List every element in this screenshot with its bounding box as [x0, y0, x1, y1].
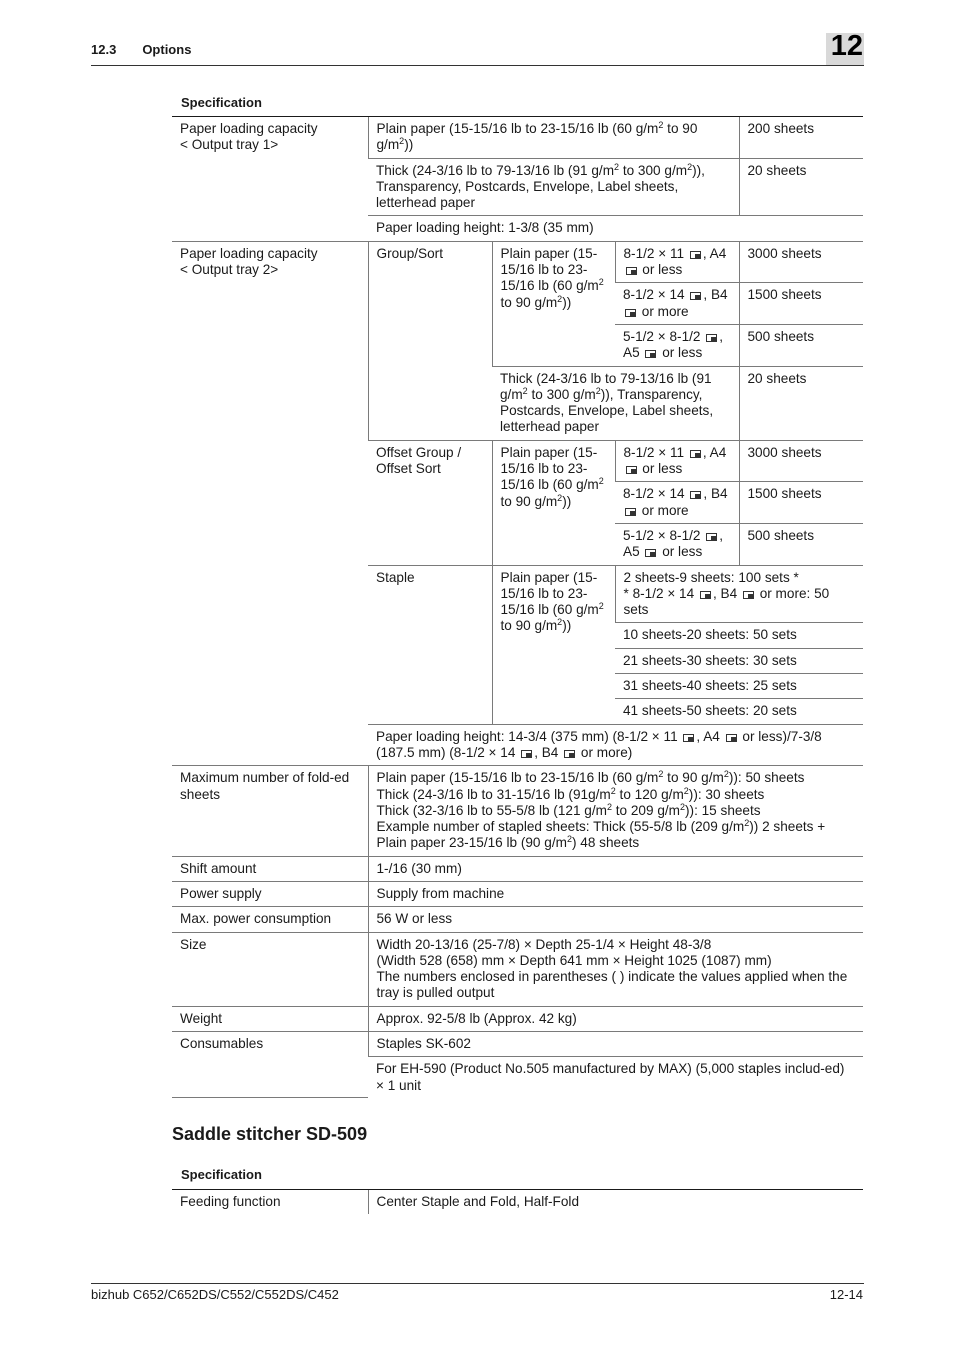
landscape-paper-icon — [690, 450, 701, 458]
paper-size: 5-1/2 × 8-1/2 , A5 or less — [615, 324, 739, 366]
landscape-paper-icon — [564, 750, 575, 758]
row-label: Feeding function — [172, 1190, 368, 1215]
paper-type: Plain paper (15-15/16 lb to 23-15/16 lb (60 $g/m^2$ to 90 $g/m^2$)) — [492, 440, 615, 565]
landscape-paper-icon — [645, 350, 656, 358]
page-number: 12-14 — [829, 1287, 863, 1302]
spec-value: 3000 sheets — [739, 241, 863, 283]
section-title: Options — [142, 42, 192, 57]
landscape-paper-icon — [700, 591, 711, 599]
table-row — [172, 117, 863, 159]
paper-type: Plain paper (15-15/16 lb to 23-15/16 lb (60 $g/m^2$ to 90 $g/m^2$)) — [492, 565, 615, 724]
row-label: Max. power consumption — [172, 907, 368, 932]
row-label: Consumables — [172, 1032, 368, 1098]
spec-value: 500 sheets — [739, 523, 863, 565]
spec-value: 200 sheets — [739, 117, 863, 159]
table-row — [172, 241, 863, 283]
spec-value: 1500 sheets — [739, 482, 863, 524]
paper-type: Thick (24-3/16 lb to 79-13/16 lb (91 $g/m^2$ to 300 $g/m^2$)), Transparency, Postcards, Envelope, Label sheets, letterhead paper — [492, 366, 739, 440]
mode-label: Offset Group / Offset Sort — [368, 440, 492, 565]
landscape-paper-icon — [743, 591, 754, 599]
spec-value: 1500 sheets — [739, 283, 863, 325]
spec-label: Specification — [181, 95, 262, 110]
mode-label: Group/Sort — [368, 241, 492, 440]
landscape-paper-icon — [706, 533, 717, 541]
landscape-paper-icon — [690, 491, 701, 499]
spec-value: Thick (24-3/16 lb to 79-13/16 lb (91 $g/m^2$ to 300 $g/m^2$)), Transparency, Postcards, Envelope, Label sheets, letterhead paper — [368, 158, 739, 216]
landscape-paper-icon — [683, 734, 694, 742]
table-row — [172, 1190, 863, 1215]
paper-size: 8-1/2 × 11 , A4 or less — [615, 440, 739, 482]
staple-capacity: 41 sheets-50 sheets: 20 sets — [615, 699, 863, 724]
row-label: Shift amount — [172, 856, 368, 881]
landscape-paper-icon — [521, 750, 532, 758]
row-label: Paper loading capacity < Output tray 1> — [172, 117, 368, 242]
spec-value: Staples SK-602 — [368, 1032, 863, 1057]
section-heading: Saddle stitcher SD-509 — [172, 1124, 368, 1144]
spec-value: Paper loading height: 1-3/8 (35 mm) — [368, 216, 863, 241]
chapter-badge — [826, 30, 864, 65]
table-row — [172, 1006, 863, 1031]
landscape-paper-icon — [690, 251, 701, 259]
landscape-paper-icon — [625, 508, 636, 516]
spec-table — [172, 1189, 863, 1214]
row-label: Size — [172, 932, 368, 1006]
spec-value: 20 sheets — [739, 158, 863, 216]
staple-capacity: 31 sheets-40 sheets: 25 sets — [615, 674, 863, 699]
header-rule — [91, 65, 864, 66]
row-label: Power supply — [172, 881, 368, 906]
spec-value: 500 sheets — [739, 324, 863, 366]
chapter-number: 12 — [830, 30, 863, 62]
row-label: Maximum number of fold-ed sheets — [172, 766, 368, 856]
footer-rule — [91, 1283, 864, 1284]
row-label: Paper loading capacity < Output tray 2> — [172, 241, 368, 765]
table-row — [172, 932, 863, 1006]
footer-model: bizhub C652/C652DS/C552/C552DS/C452 — [91, 1287, 339, 1302]
landscape-paper-icon — [645, 549, 656, 557]
table-row — [172, 907, 863, 932]
running-header — [91, 42, 191, 57]
section-number: 12.3 — [91, 42, 117, 57]
table-row — [172, 766, 863, 856]
table-row — [172, 1032, 863, 1057]
spec-value: 1-/16 (30 mm) — [368, 856, 863, 881]
spec-value: Paper loading height: 14-3/4 (375 mm) (8-1/2 × 11 , A4 or less)/7-3/8 (187.5 mm) (8-1/2 × 14 , B4 or more) — [368, 724, 863, 766]
paper-size: 8-1/2 × 11 , A4 or less — [615, 241, 739, 283]
spec-value: Approx. 92-5/8 lb (Approx. 42 kg) — [368, 1006, 863, 1031]
spec-value: Plain paper (15-15/16 lb to 23-15/16 lb (60 $g/m^2$ to 90 $g/m^2$)) — [368, 117, 739, 159]
spec-value: For EH-590 (Product No.505 manufactured by MAX) (5,000 staples includ-ed) × 1 unit — [368, 1057, 863, 1098]
staple-capacity: 2 sheets-9 sheets: 100 sets * * 8-1/2 × 14 , B4 or more: 50 sets — [615, 565, 863, 623]
landscape-paper-icon — [626, 267, 637, 275]
spec-value: 20 sheets — [739, 366, 863, 440]
staple-capacity: 10 sheets-20 sheets: 50 sets — [615, 623, 863, 648]
staple-capacity: 21 sheets-30 sheets: 30 sets — [615, 648, 863, 673]
spec-value: 3000 sheets — [739, 440, 863, 482]
paper-size: 8-1/2 × 14 , B4 or more — [615, 482, 739, 524]
table-row — [172, 881, 863, 906]
landscape-paper-icon — [706, 334, 717, 342]
landscape-paper-icon — [690, 292, 701, 300]
spec-value: 56 W or less — [368, 907, 863, 932]
landscape-paper-icon — [726, 734, 737, 742]
paper-type: Plain paper (15-15/16 lb to 23-15/16 lb (60 $g/m^2$ to 90 $g/m^2$)) — [492, 241, 615, 366]
spec-value: Supply from machine — [368, 881, 863, 906]
landscape-paper-icon — [625, 309, 636, 317]
mode-label: Staple — [368, 565, 492, 724]
row-label: Weight — [172, 1006, 368, 1031]
spec-value: Width 20-13/16 (25-7/8) × Depth 25-1/4 × Height 48-3/8 (Width 528 (658) mm × Depth 641 mm × Height 1025 (1087) mm) The numbers enclosed in parentheses ( ) indicate the values applied when the tray is pulled output — [368, 932, 863, 1006]
paper-size: 8-1/2 × 14 , B4 or more — [615, 283, 739, 325]
spec-table — [172, 116, 863, 1098]
spec-value: Plain paper (15-15/16 lb to 23-15/16 lb (60 $g/m^2$ to 90 $g/m^2$)): 50 sheets Thick (24-3/16 lb to 31-15/16 lb ($91g/m^2$ to 120 $g/m^2$)): 30 sheets Thick (32-3/16 lb to 55-5/8 lb (121 $g/m^2$ to 209 $g/m^2$)): 15 sheets Example number of stapled sheets: Thick (55-5/8 lb (209 $g/m^2$)) 2 sheets + Plain paper 23-15/16 lb (90 $g/m^2$) 48 sheets — [368, 766, 863, 856]
spec-value: Center Staple and Fold, Half-Fold — [368, 1190, 863, 1215]
table-row — [172, 856, 863, 881]
landscape-paper-icon — [626, 466, 637, 474]
paper-size: 5-1/2 × 8-1/2 , A5 or less — [615, 523, 739, 565]
spec-label: Specification — [181, 1167, 262, 1182]
